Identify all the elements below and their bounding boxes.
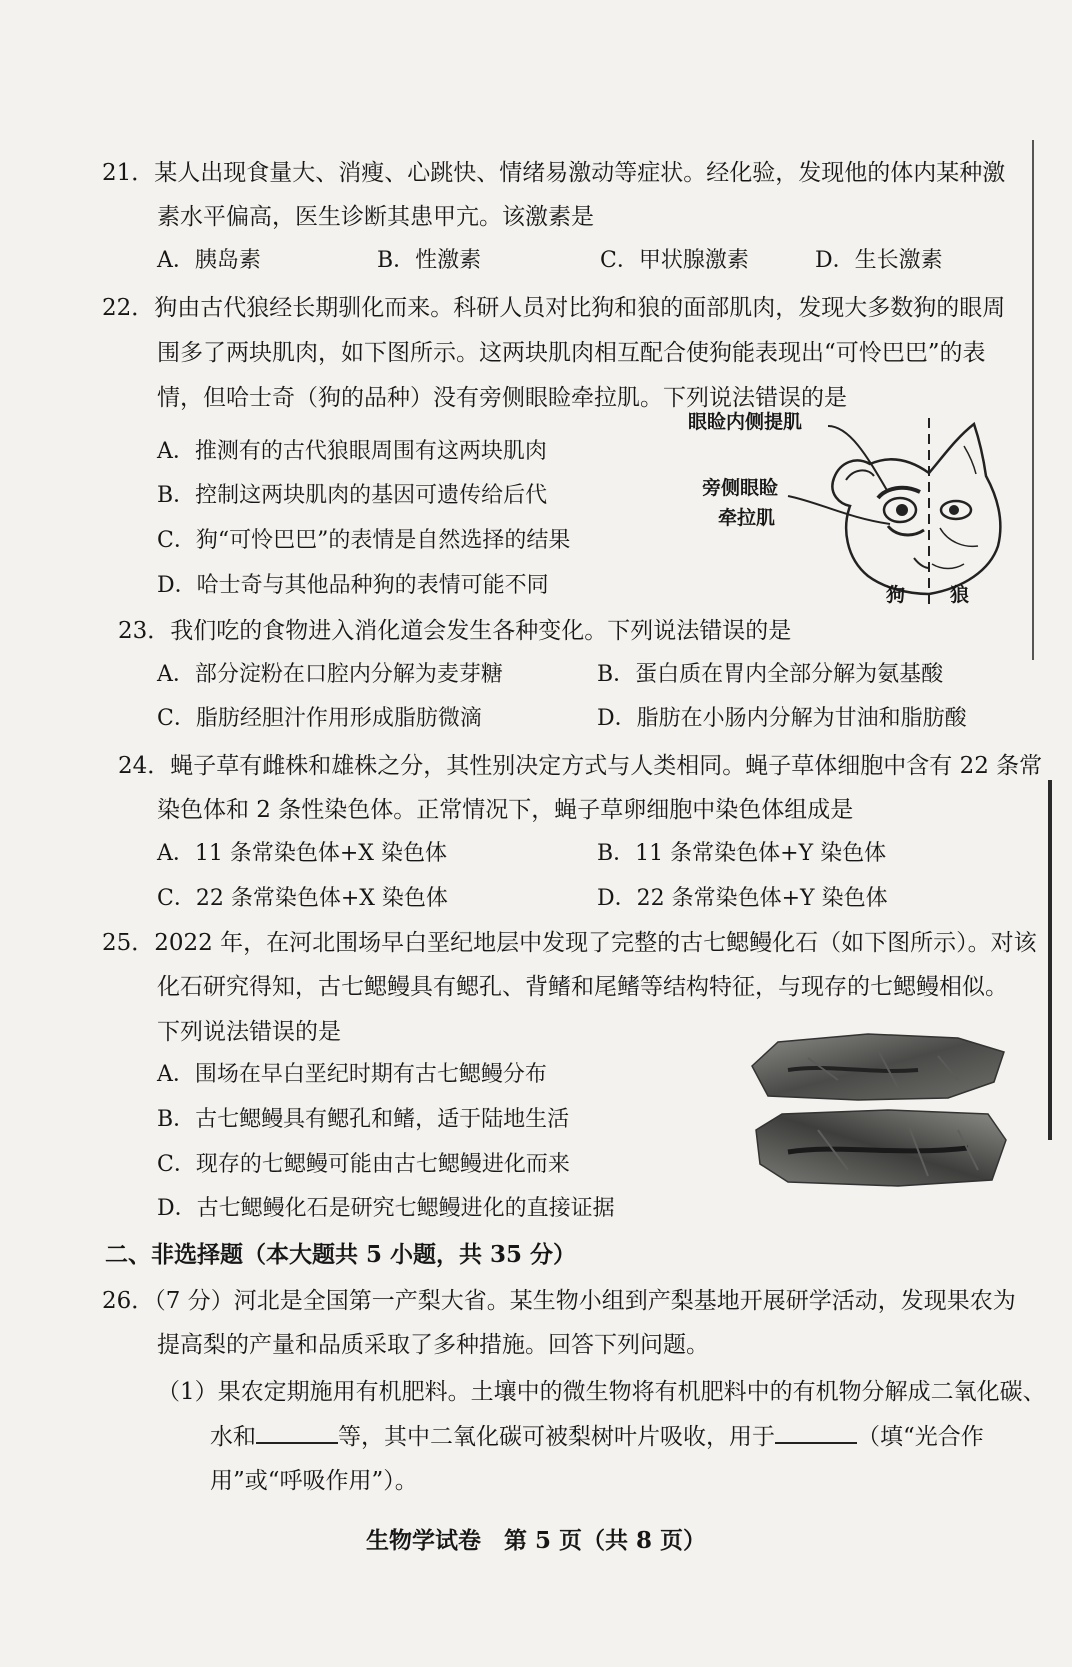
q24-option-b: B．11 条常染色体+Y 染色体 bbox=[597, 841, 887, 866]
q24-option-d: D．22 条常染色体+Y 染色体 bbox=[597, 886, 888, 911]
q25-option-a: A．围场在早白垩纪时期有古七鳃鳗分布 bbox=[157, 1062, 547, 1087]
q26-line1: 26．（7 分）河北是全国第一产梨大省。某生物小组到产梨基地开展研学活动，发现果农为 bbox=[102, 1288, 1016, 1314]
q22-option-d: D．哈士奇与其他品种狗的表情可能不同 bbox=[157, 573, 549, 598]
label-dog: 狗 bbox=[886, 584, 906, 606]
answer-blank-2[interactable] bbox=[775, 1422, 857, 1444]
q26-sub1-line2 bbox=[210, 1422, 984, 1452]
q25-option-d: D．古七鳃鳗化石是研究七鳃鳗进化的直接证据 bbox=[157, 1196, 615, 1221]
q22-line2: 围多了两块肌肉，如下图所示。这两块肌肉相互配合使狗能表现出“可怜巴巴”的表 bbox=[157, 340, 986, 366]
q21-line1: 21．某人出现食量大、消瘦、心跳快、情绪易激动等症状。经化验，发现他的体内某种激 bbox=[102, 160, 1006, 186]
q23-option-b: B．蛋白质在胃内全部分解为氨基酸 bbox=[597, 662, 944, 687]
dog-wolf-face-figure bbox=[688, 411, 1028, 608]
q21-option-c: C．甲状腺激素 bbox=[600, 248, 749, 273]
q23-option-d: D．脂肪在小肠内分解为甘油和脂肪酸 bbox=[597, 706, 967, 731]
q26-sub1-text-b: 等，其中二氧化碳可被梨树叶片吸收，用于 bbox=[338, 1424, 775, 1450]
q22-option-c: C．狗“可怜巴巴”的表情是自然选择的结果 bbox=[157, 528, 571, 553]
q25-option-c: C．现存的七鳃鳗可能由古七鳃鳗进化而来 bbox=[157, 1152, 570, 1177]
q21-option-d: D．生长激素 bbox=[815, 248, 943, 273]
label-lateral-eyelid-retractor-1: 旁侧眼睑 bbox=[702, 477, 779, 499]
q21-line2: 素水平偏高，医生诊断其患甲亢。该激素是 bbox=[157, 204, 594, 230]
q26-sub1-line3: 用”或“呼吸作用”）。 bbox=[210, 1468, 418, 1494]
q26-sub1-line1: （1）果农定期施用有机肥料。土壤中的微生物将有机肥料中的有机物分解成二氧化碳、 bbox=[157, 1379, 1046, 1405]
q21-option-a: A．胰岛素 bbox=[157, 248, 261, 273]
q24-line2: 染色体和 2 条性染色体。正常情况下，蝇子草卵细胞中染色体组成是 bbox=[157, 797, 854, 823]
label-wolf: 狼 bbox=[950, 584, 970, 606]
section2-heading: 二、非选择题（本大题共 5 小题，共 35 分） bbox=[105, 1241, 577, 1268]
answer-blank-1[interactable] bbox=[256, 1422, 338, 1444]
q26-sub1-text-a: 水和 bbox=[210, 1424, 256, 1450]
q24-option-a: A．11 条常染色体+X 染色体 bbox=[157, 841, 447, 866]
label-lateral-eyelid-retractor-2: 牵拉肌 bbox=[718, 507, 776, 529]
lamprey-fossil-photo bbox=[748, 1030, 1010, 1190]
scan-edge-line bbox=[1048, 780, 1052, 1140]
page-footer: 生物学试卷 第 5 页（共 8 页） bbox=[365, 1527, 707, 1554]
q22-option-a: A．推测有的古代狼眼周围有这两块肌肉 bbox=[157, 439, 547, 464]
q26-sub1-text-c: （填“光合作 bbox=[857, 1424, 984, 1450]
q22-option-b: B．控制这两块肌肉的基因可遗传给后代 bbox=[157, 483, 548, 508]
q23-option-c: C．脂肪经胆汁作用形成脂肪微滴 bbox=[157, 706, 482, 731]
q22-line3: 情，但哈士奇（狗的品种）没有旁侧眼睑牵拉肌。下列说法错误的是 bbox=[157, 385, 847, 411]
scan-edge-line bbox=[1032, 140, 1034, 660]
q24-line1: 24．蝇子草有雌株和雄株之分，其性别决定方式与人类相同。蝇子草体细胞中含有 22 条常 bbox=[118, 753, 1043, 779]
q21-option-b: B．性激素 bbox=[377, 248, 482, 273]
q25-option-b: B．古七鳃鳗具有鳃孔和鳍，适于陆地生活 bbox=[157, 1107, 570, 1132]
q24-option-c: C．22 条常染色体+X 染色体 bbox=[157, 886, 448, 911]
q25-line3: 下列说法错误的是 bbox=[157, 1019, 341, 1045]
q22-line1: 22．狗由古代狼经长期驯化而来。科研人员对比狗和狼的面部肌肉，发现大多数狗的眼周 bbox=[102, 295, 1006, 321]
q23-option-a: A．部分淀粉在口腔内分解为麦芽糖 bbox=[157, 662, 503, 687]
fossil-slabs-drawing bbox=[748, 1030, 1010, 1190]
q26-line2: 提高梨的产量和品质采取了多种措施。回答下列问题。 bbox=[157, 1332, 709, 1358]
label-medial-eyelid-levator: 眼睑内侧提肌 bbox=[688, 411, 803, 433]
q25-line2: 化石研究得知，古七鳃鳗具有鳃孔、背鳍和尾鳍等结构特征，与现存的七鳃鳗相似。 bbox=[157, 974, 1008, 1000]
q23-line1: 23．我们吃的食物进入消化道会发生各种变化。下列说法错误的是 bbox=[118, 618, 792, 644]
q25-line1: 25．2022 年，在河北围场早白垩纪地层中发现了完整的古七鳃鳗化石（如下图所示）。对该 bbox=[102, 930, 1037, 956]
